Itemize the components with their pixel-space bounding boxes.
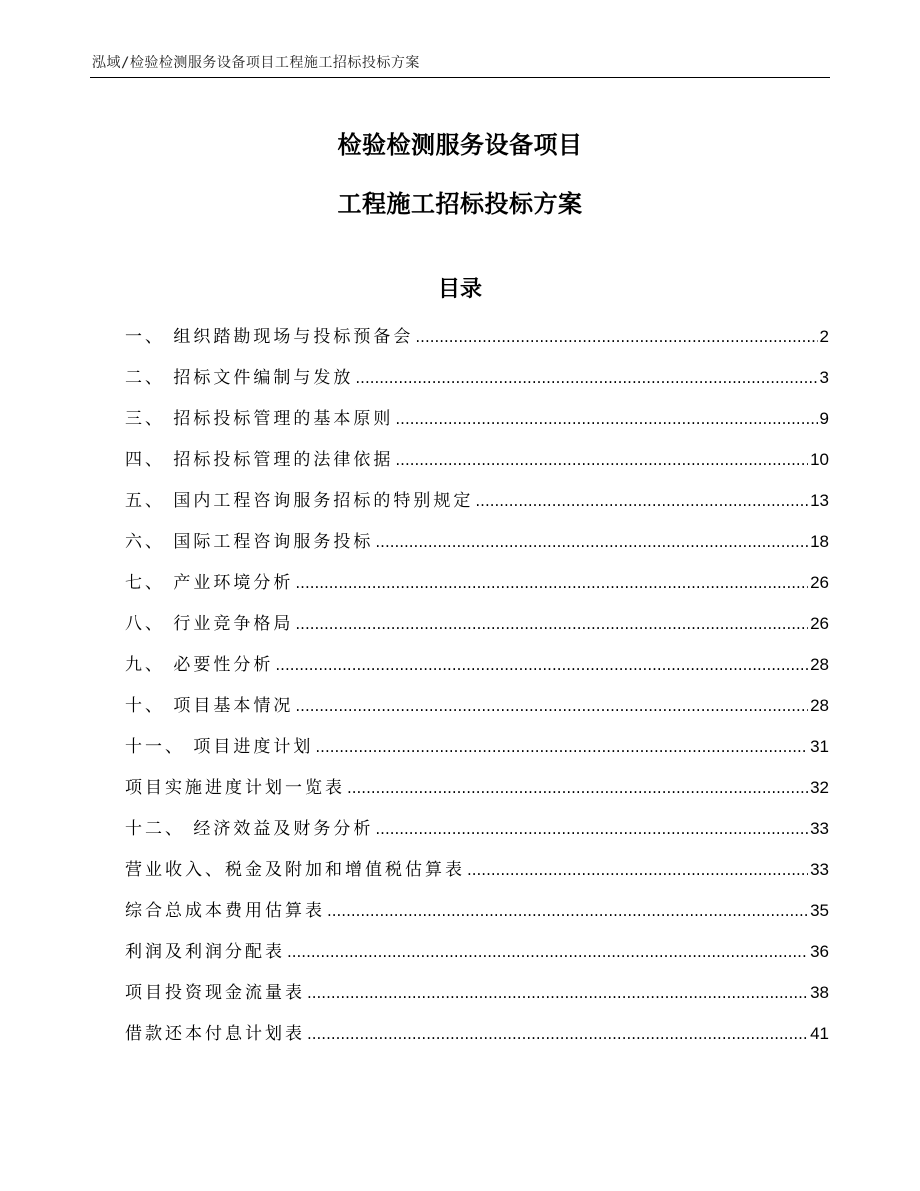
dot-leader [415, 328, 817, 346]
toc-entry[interactable] [125, 404, 829, 445]
toc-entry-page: 9 [819, 409, 829, 428]
toc-entry[interactable] [125, 322, 829, 363]
toc-entry-page: 28 [810, 696, 829, 715]
dot-leader [475, 492, 808, 510]
toc-entry-label: 一、 组织踏勘现场与投标预备会 [125, 327, 414, 347]
toc-entry-label: 项目实施进度计划一览表 [125, 778, 345, 798]
dot-leader [295, 574, 808, 592]
toc-entry[interactable] [125, 937, 829, 978]
toc-entry[interactable] [125, 1019, 829, 1060]
running-header: 泓域/检验检测服务设备项目工程施工招标投标方案 [92, 55, 420, 71]
toc-entry-label: 综合总成本费用估算表 [125, 901, 325, 921]
toc-entry-page: 26 [810, 573, 829, 592]
dot-leader [295, 697, 808, 715]
toc-entry-page: 10 [810, 450, 829, 469]
toc-entry-label: 六、 国际工程咨询服务投标 [125, 532, 374, 552]
dot-leader [327, 902, 808, 920]
toc-entry[interactable] [125, 814, 829, 855]
toc-entry[interactable] [125, 773, 829, 814]
toc-entry-label: 八、 行业竞争格局 [125, 614, 294, 634]
dot-leader [355, 369, 817, 387]
toc-entry-label: 四、 招标投标管理的法律依据 [125, 450, 394, 470]
dot-leader [395, 410, 817, 428]
toc-entry-label: 二、 招标文件编制与发放 [125, 368, 354, 388]
toc-entry[interactable] [125, 609, 829, 650]
dot-leader [307, 1025, 808, 1043]
toc-entry-page: 35 [810, 901, 829, 920]
toc-entry-label: 营业收入、税金及附加和增值税估算表 [125, 860, 465, 880]
toc-entry-label: 九、 必要性分析 [125, 655, 274, 675]
toc-entry-label: 五、 国内工程咨询服务招标的特别规定 [125, 491, 474, 511]
toc-entry-page: 26 [810, 614, 829, 633]
toc-entry[interactable] [125, 527, 829, 568]
toc-entry-label: 项目投资现金流量表 [125, 983, 305, 1003]
toc-entry[interactable] [125, 732, 829, 773]
toc-entry-page: 36 [810, 942, 829, 961]
dot-leader [275, 656, 808, 674]
toc-entry[interactable] [125, 363, 829, 404]
dot-leader [375, 820, 808, 838]
toc-entry[interactable] [125, 855, 829, 896]
toc-entry-label: 十、 项目基本情况 [125, 696, 294, 716]
header-divider [90, 77, 830, 78]
toc-entry[interactable] [125, 486, 829, 527]
dot-leader [395, 451, 808, 469]
toc-entry-page: 38 [810, 983, 829, 1002]
toc-entry-page: 31 [810, 737, 829, 756]
toc-entry-label: 借款还本付息计划表 [125, 1024, 305, 1044]
toc-entry-page: 2 [819, 327, 829, 346]
toc-entry-page: 13 [810, 491, 829, 510]
dot-leader [295, 615, 808, 633]
toc-entry-label: 十一、 项目进度计划 [125, 737, 314, 757]
toc-entry-page: 33 [810, 819, 829, 838]
toc-entry-label: 利润及利润分配表 [125, 942, 285, 962]
toc-entry-page: 3 [819, 368, 829, 387]
toc-entry[interactable] [125, 445, 829, 486]
toc-heading: 目录 [437, 277, 482, 302]
dot-leader [287, 943, 808, 961]
table-of-contents [125, 322, 829, 1060]
toc-entry-label: 十二、 经济效益及财务分析 [125, 819, 374, 839]
toc-entry-page: 28 [810, 655, 829, 674]
toc-entry[interactable] [125, 691, 829, 732]
document-title-line-2: 工程施工招标投标方案 [337, 190, 583, 218]
toc-entry-page: 32 [810, 778, 829, 797]
toc-entry-page: 18 [810, 532, 829, 551]
toc-entry[interactable] [125, 978, 829, 1019]
document-title-line-1: 检验检测服务设备项目 [337, 131, 583, 159]
toc-entry[interactable] [125, 568, 829, 609]
toc-entry-page: 33 [810, 860, 829, 879]
dot-leader [307, 984, 808, 1002]
dot-leader [315, 738, 808, 756]
toc-entry[interactable] [125, 896, 829, 937]
dot-leader [375, 533, 808, 551]
toc-entry-label: 七、 产业环境分析 [125, 573, 294, 593]
dot-leader [467, 861, 808, 879]
toc-entry[interactable] [125, 650, 829, 691]
toc-entry-label: 三、 招标投标管理的基本原则 [125, 409, 394, 429]
dot-leader [347, 779, 808, 797]
toc-entry-page: 41 [810, 1024, 829, 1043]
